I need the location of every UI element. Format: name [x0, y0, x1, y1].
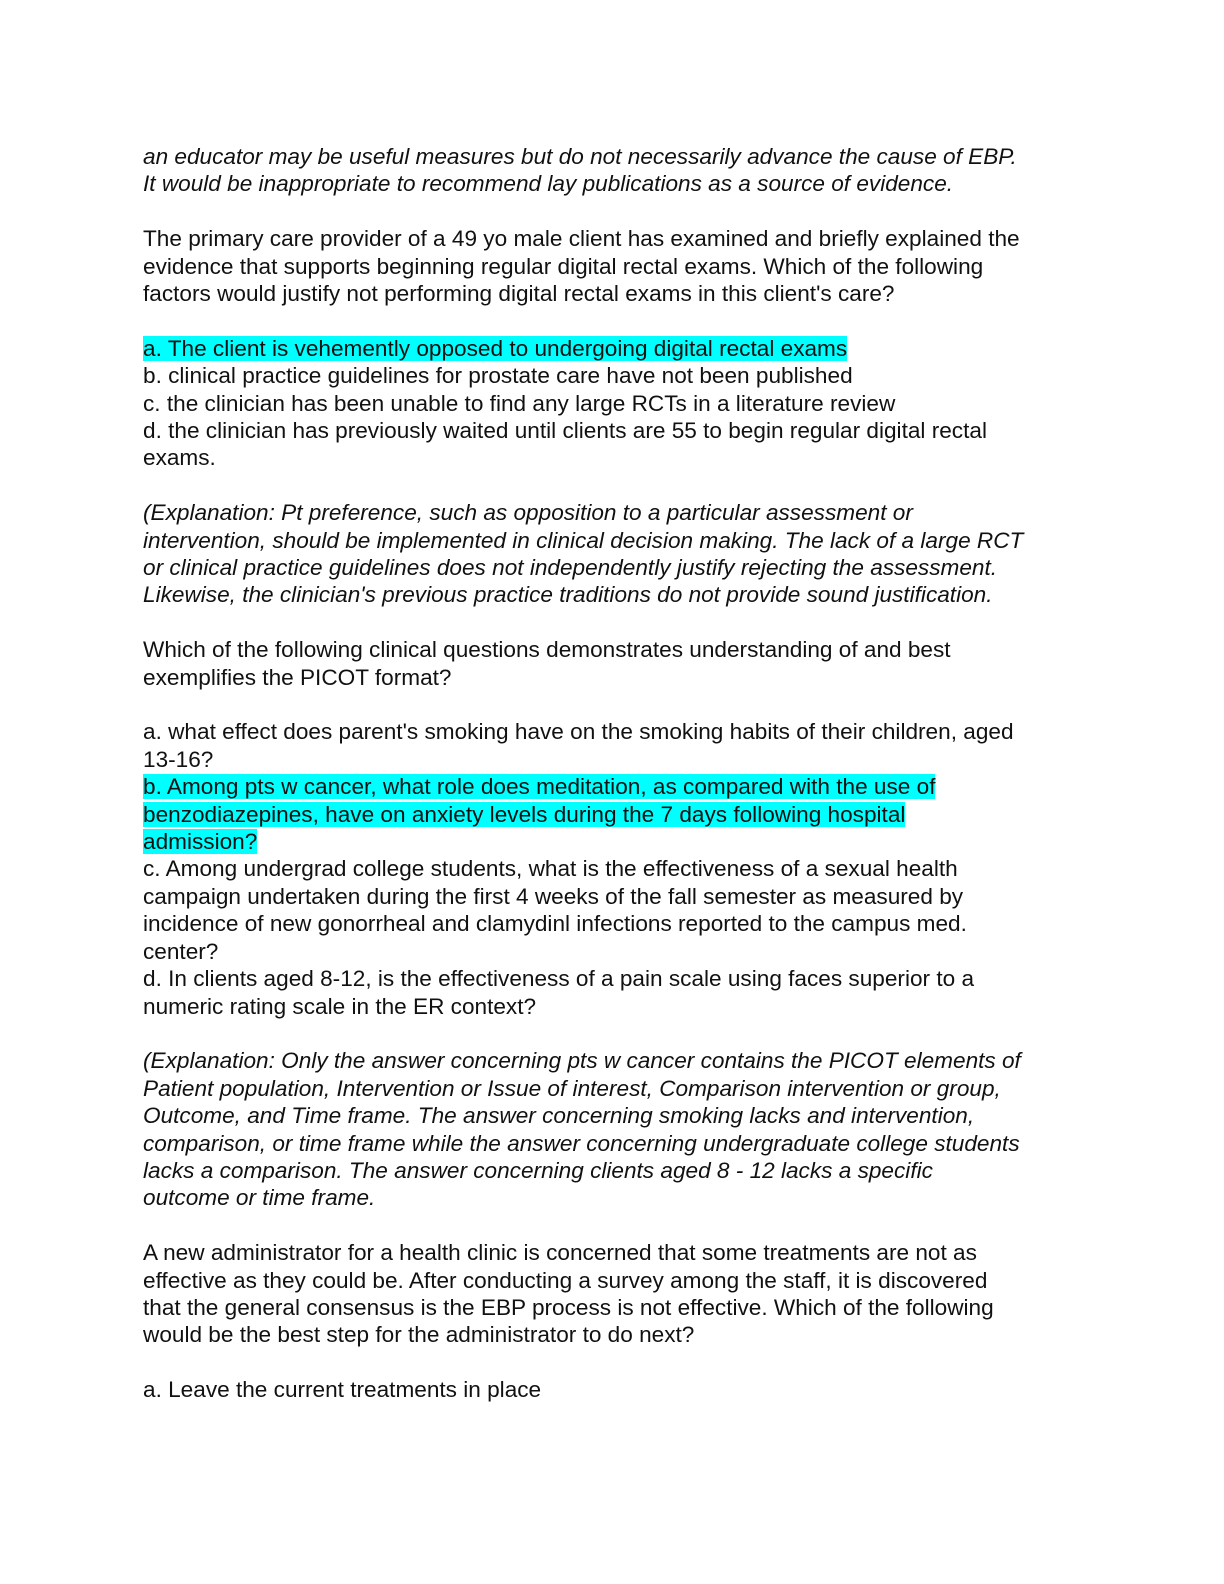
question-1-stem — [143, 225, 1083, 307]
spacer — [143, 307, 1083, 334]
answer-option-c: c. Among undergrad college students, what is the effectiveness of a sexual health — [143, 856, 958, 882]
answer-option-d: d. In clients aged 8-12, is the effectiveness of a pain scale using faces superior to a — [143, 966, 975, 992]
spacer — [143, 1349, 1083, 1376]
explanation-line: Patient population, Intervention or Issue of interest, Comparison intervention or group, — [143, 1075, 1001, 1101]
answer-option-b-continued — [143, 801, 1083, 828]
intro-line: It would be inappropriate to recommend lay publications as a source of evidence. — [143, 171, 954, 197]
question-line: effective as they could be. After conducting a survey among the staff, it is discovered — [143, 1267, 988, 1293]
explanation-line: comparison, or time frame while the answer concerning undergraduate college students — [143, 1130, 1020, 1156]
answer-option-c-continued: incidence of new gonorrheal and clamydinl infections reported to the campus med. — [143, 911, 967, 937]
spacer — [143, 609, 1083, 636]
answer-option-d-continued: exams. — [143, 445, 216, 471]
highlighted-answer: b. Among pts w cancer, what role does meditation, as compared with the use of — [143, 774, 936, 800]
answer-option-b: b. clinical practice guidelines for prostate care have not been published — [143, 363, 853, 389]
question-line: The primary care provider of a 49 yo male client has examined and briefly explained the — [143, 226, 1020, 252]
spacer — [143, 198, 1083, 225]
explanation-line: outcome or time frame. — [143, 1185, 376, 1211]
answer-option-c: c. the clinician has been unable to find any large RCTs in a literature review — [143, 390, 896, 416]
answer-option-a-continued: 13-16? — [143, 746, 214, 772]
explanation-line: Outcome, and Time frame. The answer concerning smoking lacks and intervention, — [143, 1103, 975, 1129]
question-line: evidence that supports beginning regular digital rectal exams. Which of the following — [143, 253, 984, 279]
answer-option-a: a. what effect does parent's smoking have on the smoking habits of their children, aged — [143, 719, 1014, 745]
explanation-line: or clinical practice guidelines does not independently justify rejecting the assessment. — [143, 555, 998, 581]
question-line: factors would justify not performing digital rectal exams in this client's care? — [143, 281, 895, 307]
explanation-line: (Explanation: Pt preference, such as opposition to a particular assessment or — [143, 500, 913, 526]
answer-option-c-continued: center? — [143, 938, 219, 964]
answer-option-b — [143, 773, 1083, 800]
question-line: that the general consensus is the EBP process is not effective. Which of the following — [143, 1294, 994, 1320]
document-page — [143, 143, 1083, 1404]
intro-line: an educator may be useful measures but do not necessarily advance the cause of EBP. — [143, 144, 1017, 169]
question-2-stem — [143, 636, 1083, 691]
spacer — [143, 691, 1083, 718]
highlighted-answer: benzodiazepines, have on anxiety levels during the 7 days following hospital — [143, 801, 906, 827]
explanation-line: (Explanation: Only the answer concerning pts w cancer contains the PICOT elements of — [143, 1048, 1021, 1074]
question-3-options — [143, 1376, 1083, 1403]
question-1-explanation — [143, 499, 1083, 609]
question-line: A new administrator for a health clinic is concerned that some treatments are not as — [143, 1240, 977, 1266]
question-3-stem — [143, 1239, 1083, 1349]
highlighted-answer: a. The client is vehemently opposed to undergoing digital rectal exams — [143, 335, 848, 361]
answer-option-b-continued — [143, 828, 1083, 855]
highlighted-answer: admission? — [143, 829, 258, 855]
answer-option-a — [143, 335, 1083, 362]
spacer — [143, 1212, 1083, 1239]
question-line: Which of the following clinical questions demonstrates understanding of and best — [143, 637, 951, 663]
question-1-options — [143, 335, 1083, 472]
explanation-line: Likewise, the clinician's previous practice traditions do not provide sound justification. — [143, 582, 993, 608]
answer-option-d: d. the clinician has previously waited until clients are 55 to begin regular digital rectal — [143, 418, 987, 444]
question-2-explanation — [143, 1047, 1083, 1211]
spacer — [143, 1020, 1083, 1047]
explanation-line: lacks a comparison. The answer concerning clients aged 8 - 12 lacks a specific — [143, 1157, 933, 1183]
answer-option-d-continued: numeric rating scale in the ER context? — [143, 993, 537, 1019]
answer-option-a: a. Leave the current treatments in place — [143, 1377, 542, 1403]
intro-paragraph — [143, 143, 1083, 198]
explanation-line: intervention, should be implemented in clinical decision making. The lack of a large RCT — [143, 527, 1024, 553]
question-2-options — [143, 718, 1083, 1019]
question-line: exemplifies the PICOT format? — [143, 664, 452, 690]
question-line: would be the best step for the administrator to do next? — [143, 1322, 695, 1348]
spacer — [143, 472, 1083, 499]
answer-option-c-continued: campaign undertaken during the first 4 weeks of the fall semester as measured by — [143, 883, 964, 909]
